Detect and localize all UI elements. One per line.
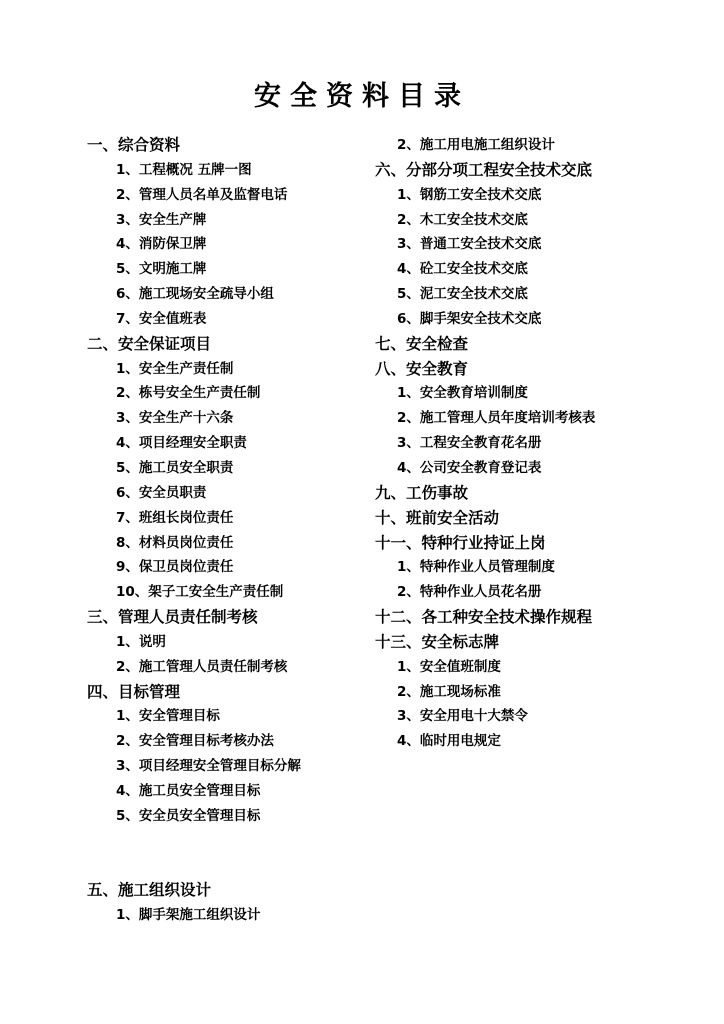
toc-item: 1、安全生产责任制 <box>116 360 234 377</box>
section-heading: 八、安全教育 <box>375 359 469 378</box>
toc-item: 1、脚手架施工组织设计 <box>116 907 261 924</box>
toc-item: 3、工程安全教育花名册 <box>397 435 542 452</box>
toc-item: 2、木工安全技术交底 <box>397 211 528 228</box>
section-heading: 七、安全检查 <box>375 334 469 353</box>
toc-item: 6、脚手架安全技术交底 <box>397 310 542 327</box>
section-heading: 十一、特种行业持证上岗 <box>375 533 546 552</box>
toc-item: 2、施工管理人员年度培训考核表 <box>397 410 596 427</box>
toc-item: 4、施工员安全管理目标 <box>116 782 261 799</box>
toc-item: 2、栋号安全生产责任制 <box>116 385 261 402</box>
section-heading: 二、安全保证项目 <box>87 334 212 353</box>
toc-item: 2、施工现场标准 <box>397 683 501 700</box>
toc-item: 5、施工员安全职责 <box>116 459 234 476</box>
toc-item: 10、架子工安全生产责任制 <box>116 584 284 601</box>
section-heading: 十三、安全标志牌 <box>375 632 500 651</box>
toc-item: 1、安全管理目标 <box>116 708 220 725</box>
toc-item: 3、普通工安全技术交底 <box>397 236 542 253</box>
toc-item: 6、施工现场安全疏导小组 <box>116 286 274 303</box>
toc-item: 8、材料员岗位责任 <box>116 534 234 551</box>
section-heading: 四、目标管理 <box>87 682 181 701</box>
toc-item: 3、项目经理安全管理目标分解 <box>116 758 301 775</box>
toc-item: 4、消防保卫牌 <box>116 236 207 253</box>
section-heading: 十、班前安全活动 <box>375 508 500 527</box>
toc-item: 2、特种作业人员花名册 <box>397 584 542 601</box>
section-heading: 六、分部分项工程安全技术交底 <box>375 160 593 179</box>
toc-item: 4、公司安全教育登记表 <box>397 459 542 476</box>
toc-item: 4、项目经理安全职责 <box>116 435 247 452</box>
toc-item: 4、临时用电规定 <box>397 733 501 750</box>
toc-item: 9、保卫员岗位责任 <box>116 559 234 576</box>
section-heading: 五、施工组织设计 <box>87 881 212 900</box>
section-gap <box>87 829 372 879</box>
toc-item: 7、班组长岗位责任 <box>116 509 234 526</box>
toc-item: 2、施工管理人员责任制考核 <box>116 658 288 675</box>
page-title: 安全资料目录 <box>254 81 470 112</box>
toc-item: 1、特种作业人员管理制度 <box>397 559 555 576</box>
toc-item: 6、安全员职责 <box>116 484 207 501</box>
toc-item: 2、管理人员名单及监督电话 <box>116 186 288 203</box>
toc-item: 1、安全教育培训制度 <box>397 385 528 402</box>
section-heading: 九、工伤事故 <box>375 483 469 502</box>
toc-item: 1、说明 <box>116 633 166 650</box>
toc-item: 3、安全生产十六条 <box>116 410 234 427</box>
toc-item: 1、安全值班制度 <box>397 658 501 675</box>
toc-right-column <box>375 133 705 754</box>
toc-item: 2、施工用电施工组织设计 <box>397 137 555 153</box>
toc-item: 1、工程概况 五牌一图 <box>116 161 252 178</box>
toc-item: 3、安全用电十大禁令 <box>397 708 528 725</box>
toc-left-column <box>87 133 372 928</box>
toc-item: 3、安全生产牌 <box>116 211 207 228</box>
toc-item: 5、文明施工牌 <box>116 261 207 278</box>
toc-item: 1、钢筋工安全技术交底 <box>397 186 542 203</box>
toc-item: 7、安全值班表 <box>116 310 207 327</box>
toc-item: 4、砼工安全技术交底 <box>397 261 528 278</box>
section-heading: 三、管理人员责任制考核 <box>87 608 258 627</box>
section-heading: 一、综合资料 <box>87 136 181 154</box>
toc-item: 5、泥工安全技术交底 <box>397 286 528 303</box>
section-heading: 十二、各工种安全技术操作规程 <box>375 608 593 627</box>
toc-item: 5、安全员安全管理目标 <box>116 807 261 824</box>
toc-item: 2、安全管理目标考核办法 <box>116 733 274 750</box>
